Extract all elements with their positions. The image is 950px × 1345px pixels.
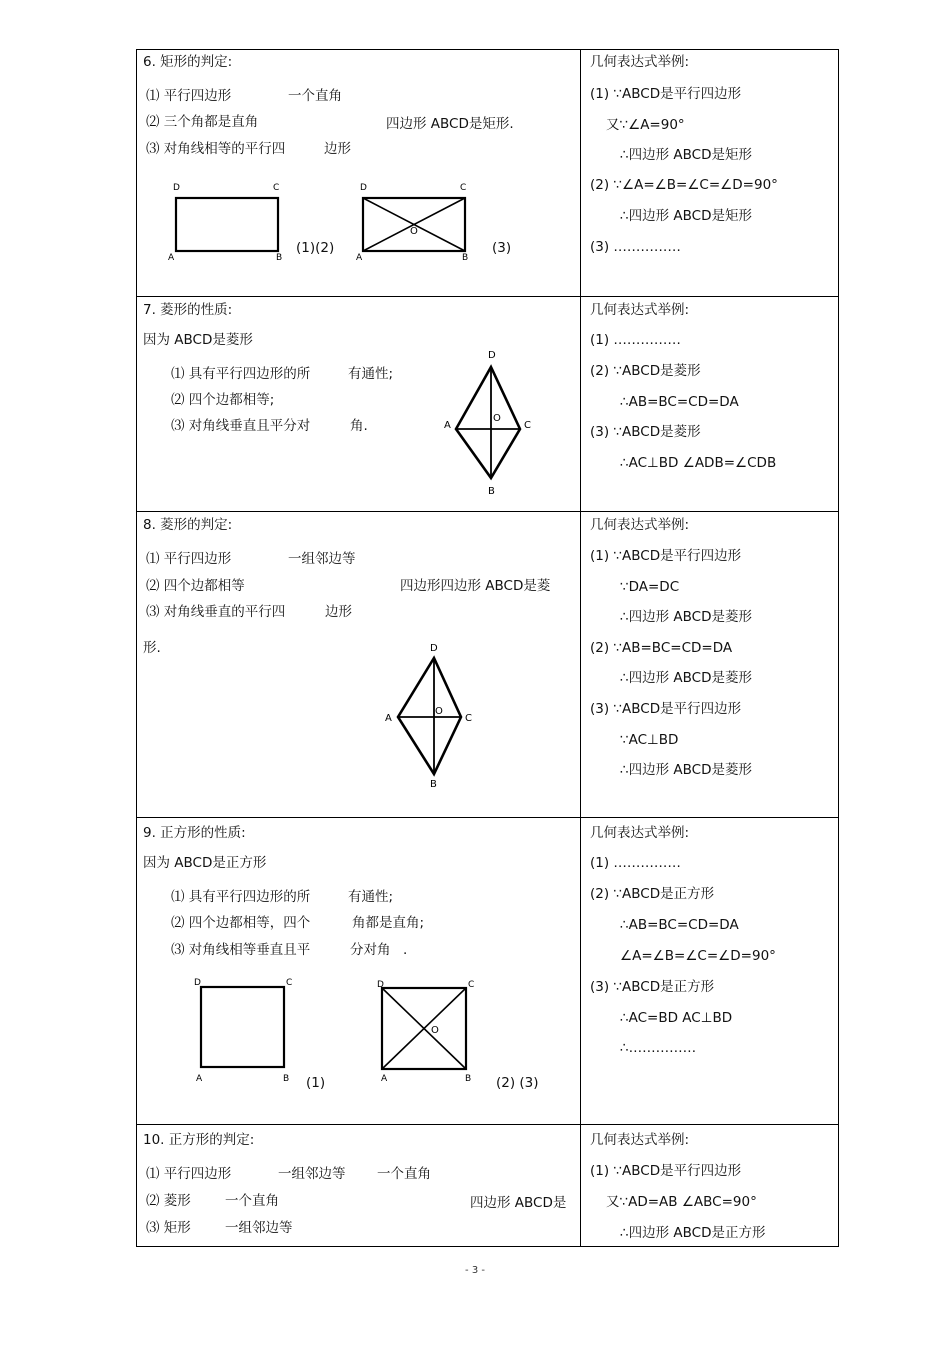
section-9-figure-label-1: (1) bbox=[306, 1075, 326, 1091]
vertex-label-d: D bbox=[488, 350, 496, 361]
vertex-label-a: A bbox=[196, 1074, 203, 1084]
vertex-label-b: B bbox=[276, 253, 283, 263]
vertex-label-a: A bbox=[385, 713, 392, 724]
example-line: (1) ∵ABCD是平行四边形 bbox=[590, 548, 742, 564]
rectangle-shape bbox=[176, 198, 278, 251]
section-6-item-3: ⑶ 对角线相等的平行四 bbox=[146, 141, 286, 157]
section-9-item-2: ⑵ 四个边都相等，四个 bbox=[171, 915, 311, 931]
section-10-title: 10. 正方形的判定: bbox=[143, 1132, 255, 1148]
example-line: (3) …………… bbox=[590, 239, 681, 255]
vertex-label-d: D bbox=[194, 978, 201, 988]
center-label-o: O bbox=[493, 413, 501, 424]
section-7-item-2: ⑵ 四个边都相等; bbox=[171, 392, 275, 408]
vertex-label-d: D bbox=[430, 643, 438, 654]
square-figure bbox=[190, 975, 300, 1085]
example-line: (3) ∵ABCD是菱形 bbox=[590, 424, 701, 440]
example-line: (1) ∵ABCD是平行四边形 bbox=[590, 1163, 742, 1179]
section-8-item-3-tail: 边形 bbox=[325, 604, 352, 620]
section-8-item-1: ⑴ 平行四边形 bbox=[146, 551, 232, 567]
example-line: (1) …………… bbox=[590, 332, 681, 348]
example-line: ∴AB=BC=CD=DA bbox=[620, 394, 739, 410]
vertex-label-c: C bbox=[286, 978, 293, 988]
section-8-examples-title: 几何表达式举例: bbox=[590, 517, 690, 533]
example-line: 又∵∠A=90° bbox=[606, 117, 685, 133]
vertex-label-b: B bbox=[283, 1074, 290, 1084]
rhombus-shape bbox=[456, 367, 520, 478]
example-line: (3) ∵ABCD是正方形 bbox=[590, 979, 715, 995]
section-9-title: 9. 正方形的性质: bbox=[143, 825, 246, 841]
section-8-conclusion: 四边形四边形 ABCD是菱 bbox=[400, 578, 551, 594]
example-line: ∴四边形 ABCD是菱形 bbox=[620, 762, 752, 778]
example-line: ∴四边形 ABCD是矩形 bbox=[620, 208, 752, 224]
example-line: (2) ∵ABCD是正方形 bbox=[590, 886, 715, 902]
vertex-label-b: B bbox=[430, 779, 437, 790]
example-line: ∴…………… bbox=[620, 1040, 697, 1056]
vertex-label-b: B bbox=[462, 253, 469, 263]
vertex-label-d: D bbox=[360, 183, 367, 193]
section-6-item-2: ⑵ 三个角都是直角 bbox=[146, 114, 259, 130]
page-number: - 3 - bbox=[465, 1265, 485, 1276]
vertex-label-d: D bbox=[173, 183, 180, 193]
section-9-item-2-tail: 角都是直角; bbox=[352, 915, 425, 931]
section-10-item-1-condition-b: 一个直角 bbox=[377, 1166, 431, 1182]
section-6-title: 6. 矩形的判定: bbox=[143, 54, 233, 70]
rectangle-diagonals-figure bbox=[352, 178, 477, 263]
vertex-label-b: B bbox=[465, 1074, 472, 1084]
section-10-item-2: ⑵ 菱形 bbox=[146, 1193, 191, 1209]
section-9-figure-label-2: (2) (3) bbox=[496, 1075, 539, 1091]
square-shape bbox=[201, 987, 284, 1067]
section-7-item-1: ⑴ 具有平行四边形的所 bbox=[171, 366, 311, 382]
example-line: ∴四边形 ABCD是矩形 bbox=[620, 147, 752, 163]
section-7-item-3: ⑶ 对角线垂直且平分对 bbox=[171, 418, 311, 434]
example-line: 又∵AD=AB ∠ABC=90° bbox=[606, 1194, 757, 1210]
section-8-item-2: ⑵ 四个边都相等 bbox=[146, 578, 245, 594]
rhombus-shape bbox=[398, 658, 461, 774]
row-divider bbox=[137, 817, 838, 818]
square-diagonals-figure bbox=[372, 975, 482, 1085]
column-divider bbox=[580, 50, 581, 1246]
section-10-item-3: ⑶ 矩形 bbox=[146, 1220, 191, 1236]
section-6-item-1-condition: 一个直角 bbox=[288, 88, 342, 104]
section-6-figure-label-2: (3) bbox=[492, 240, 512, 256]
rhombus-figure bbox=[380, 638, 480, 790]
example-line: (2) ∵AB=BC=CD=DA bbox=[590, 640, 733, 656]
example-line: (3) ∵ABCD是平行四边形 bbox=[590, 701, 742, 717]
section-9-item-3-tail: 分对角 bbox=[350, 942, 391, 958]
example-line: (2) ∵ABCD是菱形 bbox=[590, 363, 701, 379]
section-8-conclusion-tail: 形. bbox=[143, 640, 161, 656]
example-line: ∴AC=BD AC⊥BD bbox=[620, 1010, 733, 1026]
vertex-label-a: A bbox=[168, 253, 175, 263]
rectangle-figure bbox=[165, 178, 285, 263]
vertex-label-c: C bbox=[273, 183, 280, 193]
section-10-examples-title: 几何表达式举例: bbox=[590, 1132, 690, 1148]
center-label-o: O bbox=[431, 1025, 439, 1036]
section-8-item-3: ⑶ 对角线垂直的平行四 bbox=[146, 604, 286, 620]
section-10-item-1-condition-a: 一组邻边等 bbox=[278, 1166, 346, 1182]
vertex-label-d: D bbox=[377, 980, 384, 990]
section-6-item-3-tail: 边形 bbox=[324, 141, 351, 157]
example-line: ∴AC⊥BD ∠ADB=∠CDB bbox=[620, 455, 777, 471]
section-7-item-3-tail: 角. bbox=[350, 418, 368, 434]
section-6-item-1: ⑴ 平行四边形 bbox=[146, 88, 232, 104]
vertex-label-a: A bbox=[444, 420, 451, 431]
rhombus-figure bbox=[440, 345, 540, 497]
section-7-intro: 因为 ABCD是菱形 bbox=[143, 332, 253, 348]
example-line: ∴四边形 ABCD是正方形 bbox=[620, 1225, 766, 1241]
vertex-label-b: B bbox=[488, 486, 495, 497]
section-9-examples-title: 几何表达式举例: bbox=[590, 825, 690, 841]
example-line: (1) ∵ABCD是平行四边形 bbox=[590, 86, 742, 102]
section-6-figure-label-1: (1)(2) bbox=[296, 240, 335, 256]
vertex-label-c: C bbox=[465, 713, 472, 724]
vertex-label-c: C bbox=[468, 980, 475, 990]
example-line: ∴AB=BC=CD=DA bbox=[620, 917, 739, 933]
row-divider bbox=[137, 296, 838, 297]
vertex-label-c: C bbox=[460, 183, 467, 193]
section-10-item-1: ⑴ 平行四边形 bbox=[146, 1166, 232, 1182]
section-10-item-2-condition: 一个直角 bbox=[225, 1193, 279, 1209]
section-9-item-1: ⑴ 具有平行四边形的所 bbox=[171, 889, 311, 905]
center-label-o: O bbox=[435, 706, 443, 717]
example-line: ∵DA=DC bbox=[620, 579, 680, 595]
vertex-label-c: C bbox=[524, 420, 531, 431]
row-divider bbox=[137, 511, 838, 512]
section-6-examples-title: 几何表达式举例: bbox=[590, 54, 690, 70]
section-7-title: 7. 菱形的性质: bbox=[143, 302, 233, 318]
section-7-examples-title: 几何表达式举例: bbox=[590, 302, 690, 318]
section-9-item-1-tail: 有通性; bbox=[348, 889, 394, 905]
row-divider bbox=[137, 1124, 838, 1125]
example-line: (2) ∵∠A=∠B=∠C=∠D=90° bbox=[590, 177, 778, 193]
section-9-item-3: ⑶ 对角线相等垂直且平 bbox=[171, 942, 311, 958]
example-line: (1) …………… bbox=[590, 855, 681, 871]
vertex-label-a: A bbox=[356, 253, 363, 263]
example-line: ∴四边形 ABCD是菱形 bbox=[620, 609, 752, 625]
example-line: ∠A=∠B=∠C=∠D=90° bbox=[620, 948, 776, 964]
section-10-item-3-condition: 一组邻边等 bbox=[225, 1220, 293, 1236]
section-6-conclusion: 四边形 ABCD是矩形. bbox=[386, 116, 514, 132]
section-8-title: 8. 菱形的判定: bbox=[143, 517, 233, 533]
example-line: ∵AC⊥BD bbox=[620, 732, 679, 748]
section-9-intro: 因为 ABCD是正方形 bbox=[143, 855, 267, 871]
center-label-o: O bbox=[410, 226, 418, 237]
section-8-item-1-condition: 一组邻边等 bbox=[288, 551, 356, 567]
example-line: ∴四边形 ABCD是菱形 bbox=[620, 670, 752, 686]
section-7-item-1-tail: 有通性; bbox=[348, 366, 394, 382]
section-10-conclusion: 四边形 ABCD是 bbox=[470, 1195, 567, 1211]
section-9-item-3-end: . bbox=[403, 942, 408, 958]
vertex-label-a: A bbox=[381, 1074, 388, 1084]
